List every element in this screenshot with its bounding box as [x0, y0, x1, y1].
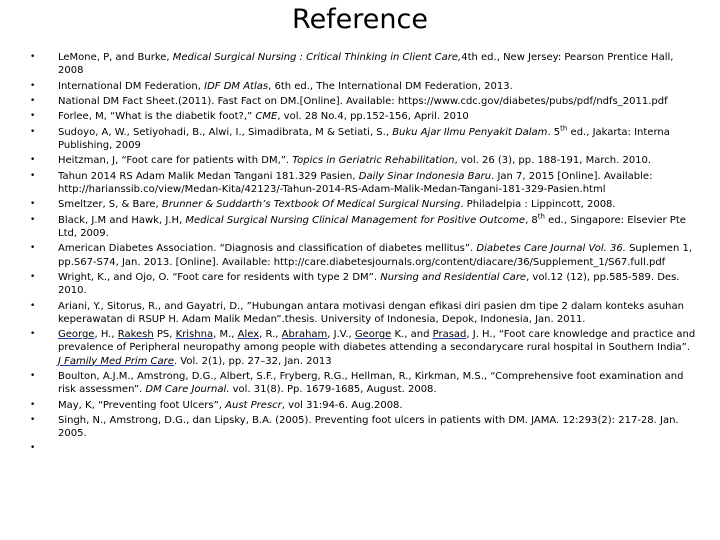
reference-text: PS, [153, 329, 176, 341]
reference-list [30, 51, 696, 454]
reference-text: Buku Ajar Ilmu Penyakit Dalam [392, 126, 548, 138]
reference-text: Daily Sinar Indonesia Baru [358, 170, 492, 182]
bullet-icon: • [30, 329, 36, 340]
reference-text: Topics in Geriatric Rehabilitation [292, 155, 455, 167]
author-link[interactable]: Abraham [281, 329, 328, 341]
bullet-icon: • [30, 370, 36, 381]
reference-text: K., and [391, 329, 433, 341]
reference-text: Singh, N., Amstrong, D.G., dan Lipsky, B.A. (2005). Preventing foot ulcers in patients with DM. JAMA. 12:293(2): 217-28. Jan. 2005. [58, 414, 679, 440]
reference-text: Wright, K., and Ojo, O. “Foot care for residents with type 2 DM”. [58, 271, 381, 283]
author-link[interactable]: George [58, 329, 95, 341]
reference-text: ed., Singapore: Elsevier Pte Ltd, 2009. [58, 214, 686, 239]
reference-text: International DM Federation, [58, 80, 205, 92]
reference-text: Brunner & Suddarth’s Textbook Of Medical Surgical Nursing [161, 199, 461, 211]
bullet-icon: • [30, 199, 36, 210]
reference-item [30, 154, 696, 167]
reference-item [30, 271, 696, 297]
reference-text: Nursing and Residential Care [380, 271, 527, 283]
reference-text: , vol 31:94-6. Aug.2008. [281, 399, 403, 411]
reference-item [30, 242, 696, 268]
reference-text: , 6th ed., The International DM Federation, 2013. [268, 80, 513, 92]
reference-text: Ariani, Y., Sitorus, R., and Gayatri, D., ”Hubungan antara motivasi dengan efikasi diri pasien dm tipe 2 dalam konteks asuhan keperawatan di RSUP H. Adam Malik Medan”.thesis. University of Indonesia, Depok, Indonesia, Jan. 2011. [58, 300, 684, 325]
bullet-icon: • [30, 243, 36, 254]
reference-text: Heitzman, J, “Foot care for patients with DM,”. [58, 155, 293, 167]
bullet-icon: • [30, 170, 36, 181]
reference-text: Tahun 2014 RS Adam Malik Medan Tangani 181.329 Pasien, [58, 170, 359, 182]
reference-text: Medical Surgical Nursing : Critical Thinking in Client Care, [172, 52, 462, 63]
reference-text: . 5 [547, 126, 561, 138]
reference-text: . Philadelpia : Lippincott, 2008. [460, 199, 616, 211]
bullet-icon: • [30, 80, 36, 91]
reference-item [30, 370, 696, 396]
author-link[interactable]: Rakesh [117, 329, 154, 341]
reference-item [30, 95, 696, 108]
reference-text: , M., [213, 329, 238, 341]
reference-text: Smeltzer, S, & Bare, [58, 199, 162, 211]
bullet-icon: • [30, 414, 36, 425]
reference-item [30, 328, 696, 368]
reference-text: Suplemen 1, pp.S67-S74, Jan. 2013. [Online]. Available: http://care.diabetesjournals.org/content/diacare/36/Supplement_1/S67.full.pdf [58, 243, 692, 268]
reference-text: 4th ed., New Jersey: Pearson Prentice Hall, 2008 [58, 52, 674, 77]
reference-item [30, 414, 696, 440]
reference-text: . Vol. 2(1), pp. 27–32, Jan. 2013 [173, 355, 332, 367]
reference-text: , J. H., “Foot care knowledge and practice and prevalence of Peripheral neuropathy among people with diabetes attending a secondarycare rural hospital in Southern India”. [58, 329, 696, 354]
bullet-icon: • [30, 399, 36, 410]
bullet-icon: • [30, 95, 36, 106]
bullet-icon: • [30, 155, 36, 166]
bullet-icon: • [30, 214, 36, 225]
reference-text: vol. 31(8). Pp. 1679-1685, August. 2008. [229, 384, 437, 396]
reference-item [30, 214, 696, 240]
reference-text: Medical Surgical Nursing Clinical Management for Positive Outcome [185, 214, 526, 226]
reference-text: CME [255, 111, 278, 123]
author-link[interactable]: Krishna [175, 329, 214, 341]
reference-text: Sudoyo, A, W., Setiyohadi, B., Alwi, I., Simadibrata, M & Setiati, S., [58, 126, 393, 138]
reference-text: Forlee, M, “What is the diabetik foot?,” [58, 111, 256, 123]
reference-text: . Jan 7, 2015 [Online]. Available: http://harianssib.co/view/Medan-Kita/42123/-Tahun-2014-RS-Adam-Malik-Medan-Tangani-181-329-Pasien.html [58, 170, 653, 195]
reference-text: LeMone, P, and Burke, [58, 52, 173, 63]
author-link[interactable]: Prasad [432, 329, 467, 341]
reference-text: ed., Jakarta: Interna Publishing, 2009 [58, 126, 670, 151]
bullet-icon: • [30, 111, 36, 122]
author-link[interactable]: George [354, 329, 392, 341]
author-link[interactable]: Alex [237, 329, 260, 341]
bullet-icon: • [30, 271, 36, 282]
reference-text: , H., [94, 329, 118, 341]
reference-item [30, 170, 696, 196]
reference-text: IDF DM Atlas [204, 80, 269, 92]
bullet-icon: • [30, 126, 36, 137]
reference-text: , R., [259, 329, 282, 341]
reference-text: Diabetes Care Journal Vol. 36. [476, 243, 626, 255]
reference-text: Aust Prescr [225, 399, 282, 411]
reference-item [30, 126, 696, 152]
bullet-icon: • [30, 300, 36, 311]
reference-item [30, 110, 696, 123]
reference-text: National DM Fact Sheet.(2011). Fast Fact on DM.[Online]. Available: https://www.cdc.gov/diabetes/pubs/pdf/ndfs_2011.pdf [58, 95, 668, 107]
reference-text: th [537, 212, 545, 221]
reference-item [30, 80, 696, 93]
reference-text: DM Care Journal. [145, 384, 230, 396]
reference-text: , vol.12 (12), pp.585-589. Des. 2010. [58, 271, 680, 297]
reference-text: Boulton, A.J.M., Amstrong, D.G., Albert, S.F., Fryberg, R.G., Hellman, R., Kirkman, M.S., “Comprehensive foot examination and risk assessmen”. [58, 370, 684, 396]
bullet-icon: • [30, 443, 36, 454]
reference-text: , J.V., [327, 329, 355, 341]
reference-text: American Diabetes Association. “Diagnosis and classification of diabetes mellitus”. [58, 243, 477, 255]
reference-text: th [560, 124, 568, 133]
reference-text: , 8 [525, 214, 538, 226]
reference-text: Black, J.M and Hawk, J.H, [58, 214, 186, 226]
bullet-icon: • [30, 52, 36, 62]
reference-item [30, 198, 696, 211]
page-title: Reference [292, 4, 428, 35]
reference-text: , vol. 28 No.4, pp.152-156, April. 2010 [277, 111, 469, 123]
reference-text: , vol. 26 (3), pp. 188-191, March. 2010. [454, 155, 652, 167]
reference-item [30, 300, 696, 326]
reference-text: May, K, “Preventing foot Ulcers”, [58, 399, 226, 411]
reference-item [30, 51, 696, 77]
author-link[interactable]: J Family Med Prim Care [58, 355, 174, 367]
reference-item [30, 399, 696, 412]
